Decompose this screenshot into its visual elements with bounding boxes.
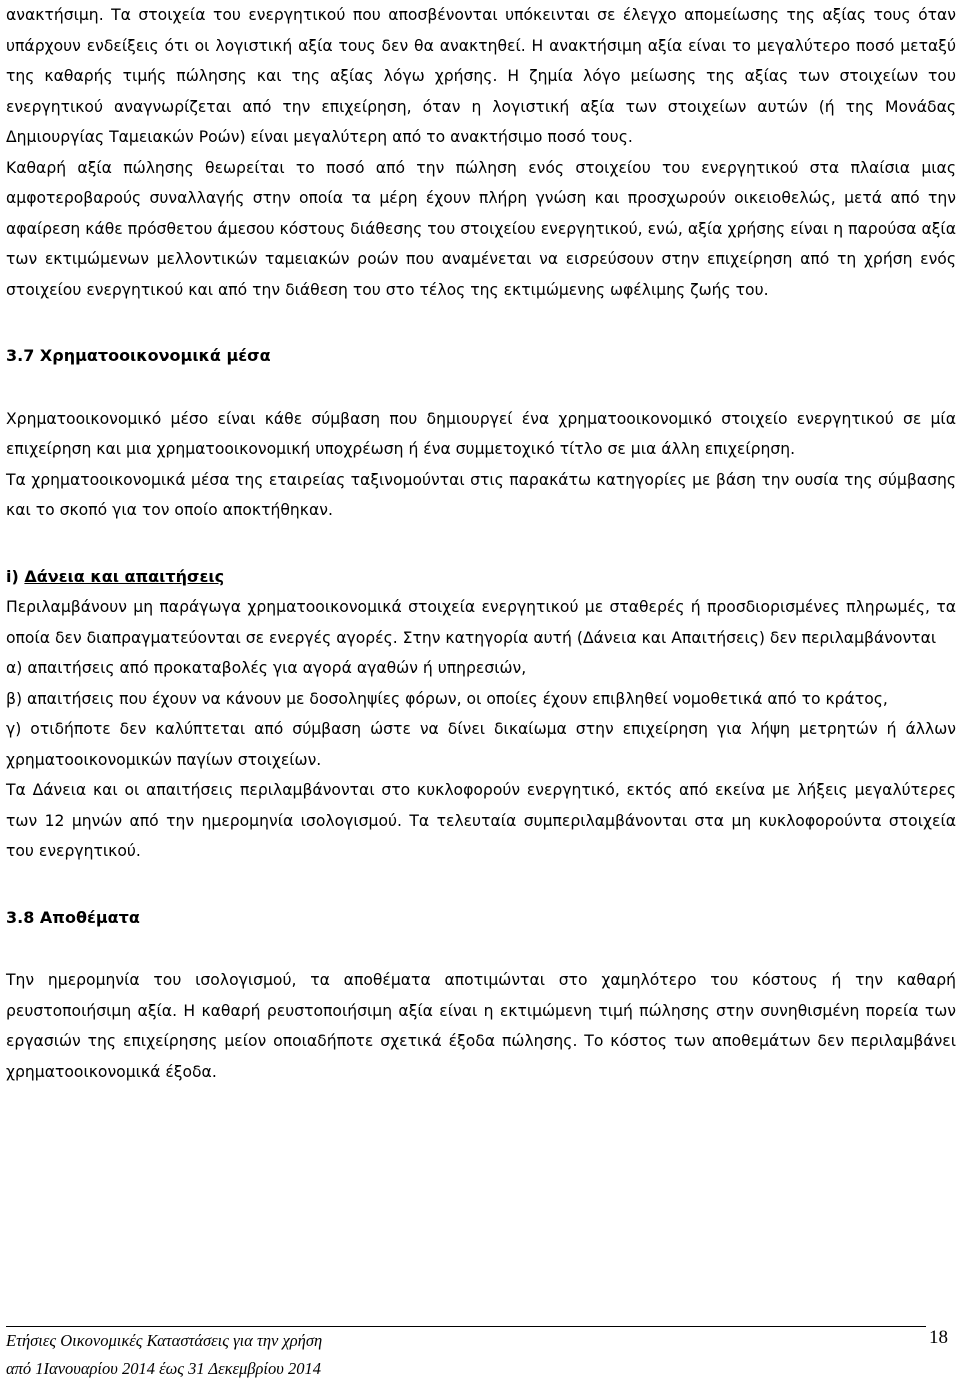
section-heading-3-7: 3.7 Χρηματοοικονομικά μέσα	[6, 346, 271, 365]
footer-report-title: Ετήσιες Οικονομικές Καταστάσεις για την χρήση	[6, 1331, 323, 1350]
financial-instruments-classification: Τα χρηματοοικονομικά μέσα της εταιρείας ταξινομούνται στις παρακάτω κατηγορίες με βάση την ουσία της σύμβασης και το σκοπό για τον οποίο αποκτήθηκαν.	[6, 470, 956, 519]
net-value-paragraph: Καθαρή αξία πώλησης θεωρείται το ποσό από την πώληση ενός στοιχείου του ενεργητικού στα πλαίσια μιας αμφοτεροβαρούς συναλλαγής στην οποία τα μέρη έχουν πλήρη γνώση και προσχωρούν οικειοθελώς, μετά από την αφαίρεση κάθε πρόσθετου άμεσου κόστους διάθεσης του στοιχείου ενεργητικού, ενώ, αξία χρήσης είναι η παρούσα αξία των εκτιμώμενων μελλοντικών ταμειακών ροών που αναμένεται να εισρεύσουν στην επιχείρηση από τη χρήση ενός στοιχείου ενεργητικού και από την διάθεση του στο τέλος της εκτιμώμενης ωφέλιμης ζωής του.	[6, 158, 956, 299]
loans-definition: Περιλαμβάνουν μη παράγωγα χρηματοοικονομικά στοιχεία ενεργητικού με σταθερές ή προσδιορισμένες πληρωμές, τα οποία δεν διαπραγματεύονται σε ενεργές αγορές. Στην κατηγορία αυτή (Δάνεια και Απαιτήσεις) δεν περιλαμβάνονται	[6, 598, 956, 647]
footer-report-period: από 1Ιανουαρίου 2014 έως 31 Δεκεμβρίου 2014	[6, 1359, 321, 1378]
loans-exclusion-a: α) απαιτήσεις από προκαταβολές για αγορά αγαθών ή υπηρεσιών,	[6, 659, 527, 677]
spacer	[6, 305, 956, 341]
loans-heading-prefix: i)	[6, 566, 25, 586]
section-heading-3-8: 3.8 Αποθέματα	[6, 907, 140, 927]
loans-classification: Τα Δάνεια και οι απαιτήσεις περιλαμβάνονται στο κυκλοφορούν ενεργητικό, εκτός από εκείνα με λήξεις μεγαλύτερες των 12 μηνών από την ημερομηνία ισολογισμού. Τα τελευταία συμπεριλαμβάνονται στα μη κυκλοφορούντα στοιχεία του ενεργητικού.	[6, 781, 956, 860]
spacer	[6, 372, 956, 404]
loans-heading-title: Δάνεια και απαιτήσεις	[24, 566, 225, 586]
spacer	[6, 867, 956, 903]
financial-instruments-definition: Χρηματοοικονομικό μέσο είναι κάθε σύμβαση που δημιουργεί ένα χρηματοοικονομικό στοιχείο ενεργητικού σε μία επιχείρηση και μια χρηματοοικονομική υποχρέωση ή ένα συμμετοχικό τίτλο σε μια άλλη επιχείρηση.	[6, 409, 956, 458]
spacer	[6, 526, 956, 562]
intro-paragraph: ανακτήσιμη. Τα στοιχεία του ενεργητικού που αποσβένονται υπόκεινται σε έλεγχο απομείωσης της αξίας τους όταν υπάρχουν ενδείξεις ότι οι λογιστική αξία τους δεν θα ανακτηθεί. Η ανακτήσιμη αξία είναι το μεγαλύτερο ποσό μεταξύ της καθαρής τιμής πώλησης και της αξίας λόγω χρήσης. Η ζημία λόγο μείωσης της αξίας των στοιχείων του ενεργητικού αναγνωρίζεται από την επιχείρηση, όταν η λογιστική αξία των στοιχείων αυτών (ή της Μονάδας Δημιουργίας Ταμειακών Ροών) είναι μεγαλύτερη από το ανακτήσιμο ποσό τους.	[6, 6, 956, 146]
page-number: 18	[929, 1327, 948, 1348]
loans-exclusion-b: β) απαιτήσεις που έχουν να κάνουν με δοσοληψίες φόρων, οι οποίες έχουν επιβληθεί νομοθετικά από το κράτος,	[6, 689, 888, 708]
document-page	[6, 0, 956, 1087]
spacer	[6, 933, 956, 965]
inventories-paragraph: Την ημερομηνία του ισολογισμού, τα αποθέματα αποτιμώνται στο χαμηλότερο του κόστους ή την καθαρή ρευστοποιήσιμη αξία. Η καθαρή ρευστοποιήσιμη αξία είναι η εκτιμώμενη τιμή πώλησης στην συνηθισμένη πορεία των εργασιών της επιχείρησης μείον οποιαδήποτε σχετικά έξοδα πώλησης. Το κόστος των αποθεμάτων δεν περιλαμβάνει χρηματοοικονομικά έξοδα.	[6, 971, 956, 1081]
loans-exclusion-c: γ) οτιδήποτε δεν καλύπτεται από σύμβαση ώστε να δίνει δικαίωμα στην επιχείρηση για λήψη μετρητών ή άλλων χρηματοοικονομικών παγίων στοιχείων.	[6, 720, 956, 769]
footer-divider	[6, 1326, 926, 1327]
loans-receivables-heading	[6, 562, 956, 593]
